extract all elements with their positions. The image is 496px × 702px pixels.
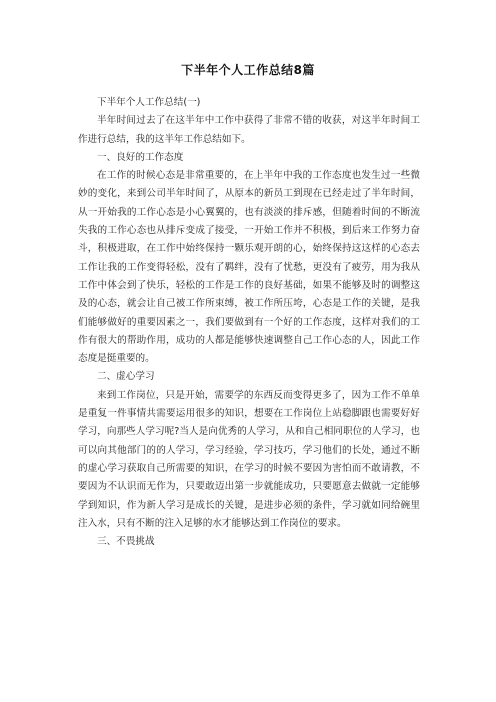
section-heading: 下半年个人工作总结(一): [97, 97, 201, 108]
paragraph: 半年时间过去了在这半年中工作中获得了非常不错的收获，对这半年时间工作进行总结，我的这半年工作总结如下。: [78, 115, 420, 145]
section-heading: 二、虚心学习: [97, 371, 155, 383]
section-heading: 一、良好的工作态度: [97, 151, 184, 163]
page-title: 下半年个人工作总结8篇: [181, 63, 315, 77]
paragraph: 来到工作岗位，只是开始，需要学的东西反而变得更多了，因为工作不单单是重复一件事情共需要运用很多的知识，想要在工作岗位上站稳脚跟也需要好好学习，向那些人学习呢?当人是向优秀的人学习，从和自己相同职位的人学习，也可以向其他部门的的人学习，学习经验，学习技巧，学习他们的长处，通过不断的虚心学习获取自己所需要的知识，在学习的时候不要因为害怕而不敢请教，不要因为不认识而无作为，只要敢迈出第一步就能成功，只要愿意去做就一定能够学到知识，作为新人学习是成长的关键，是进步必须的条件，学习就如同给碗里注入水，只有不断的注入足够的水才能够达到工作岗位的要求。: [78, 389, 420, 529]
document-body: [78, 94, 420, 551]
section-heading: 三、不畏挑战: [97, 536, 155, 548]
paragraph: 在工作的时候心态是非常重要的，在上半年中我的工作态度也发生过一些微妙的变化，来到公司半年时间了，从原本的新员工到现在已经走过了半年时间，从一开始我的工作心态是小心翼翼的，也有淡淡的排斥感，但随着时间的不断流失我的工作心态也从排斥变成了接受，一开始工作并不积极，到后来工作努力奋斗，积极进取，在工作中始终保持一颗乐观开朗的心，始终保持这这样的心态去工作让我的工作变得轻松，没有了羁绊，没有了忧愁，更没有了疲劳，用为我从工作中体会到了快乐，轻松的工作是工作的良好基础，如果不能够及时的调整这及的心态，就会让自己被工作所束缚，被工作所压垮，心态是工作的关键，是我们能够做好的重要因素之一，我们要做到有一个好的工作态度，这样对我们的工作有很大的帮助作用，成功的人都是能够快速调整自己工作心态的人，因此工作态度是挺重要的。: [78, 170, 420, 365]
